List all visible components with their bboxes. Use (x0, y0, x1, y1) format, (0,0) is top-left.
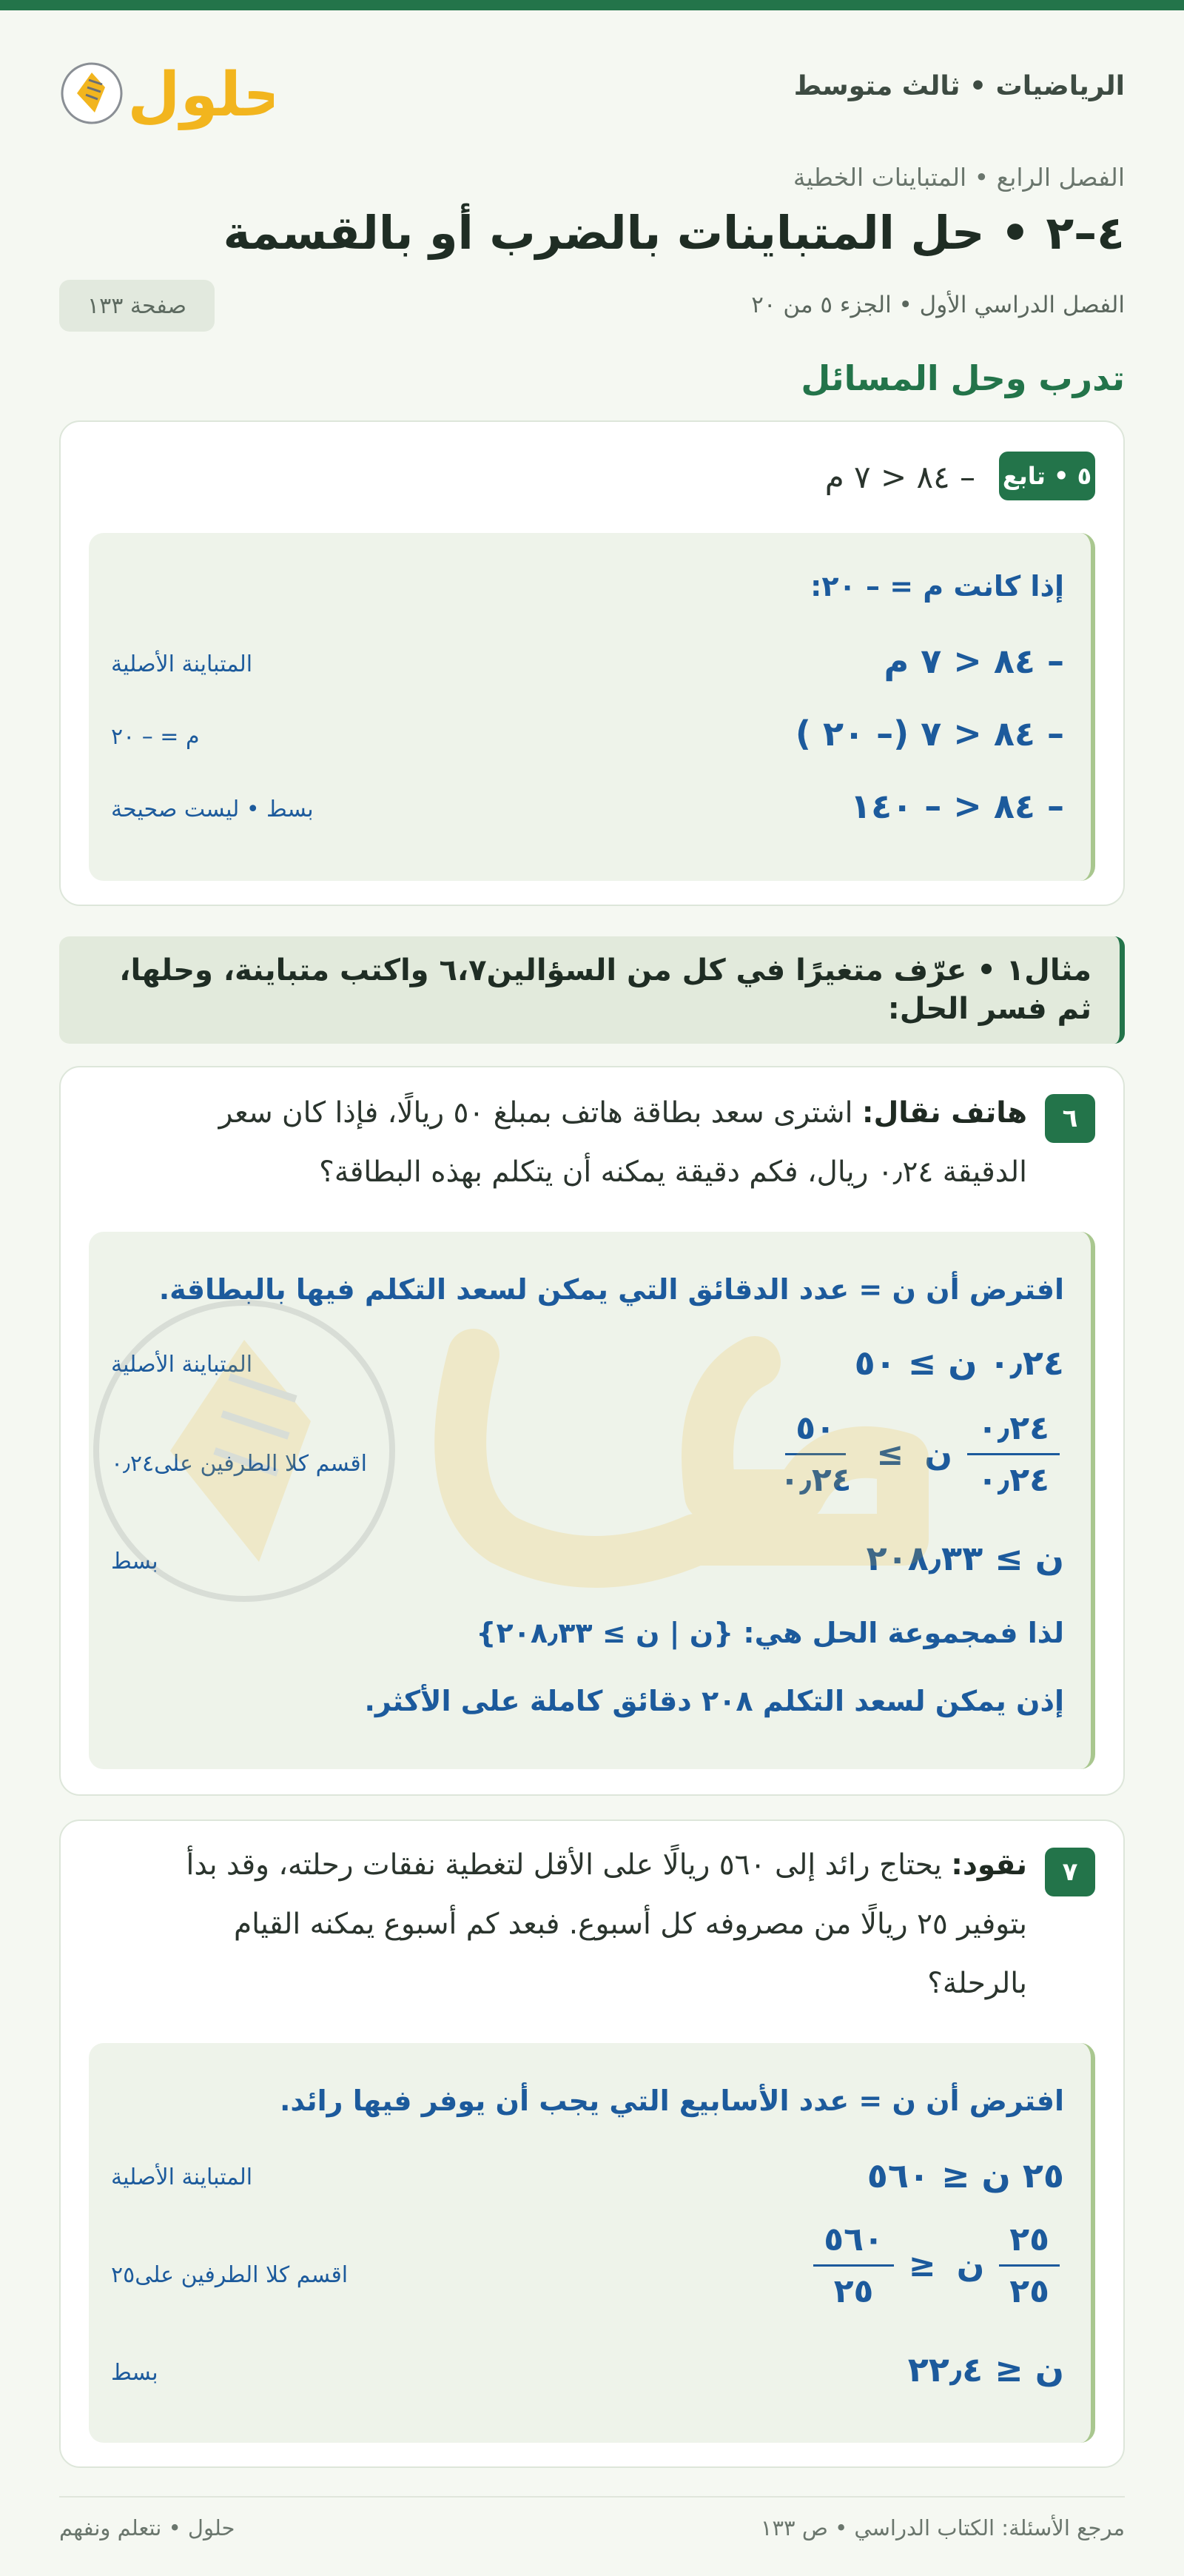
question-line-2: بتوفير ٢٥ ريالًا من مصروفه كل أسبوع. فبعد كم أسبوع يمكنه القيام (234, 1908, 1027, 1941)
question-text (90, 1836, 1027, 2013)
step-note-1: المتباينة الأصلية (111, 1352, 253, 1378)
step-note-3: بسط (111, 1549, 158, 1574)
lesson-meta: الفصل الدراسي الأول • الجزء ٥ من ٢٠ (751, 292, 1125, 318)
footer-brand: حلول • نتعلم ونفهم (59, 2515, 235, 2540)
page-number-badge: صفحة ١٣٣ (59, 280, 215, 332)
solution-step-3: – ٨٤ < – ١٤٠ (850, 786, 1064, 826)
solution-box (89, 2043, 1095, 2443)
question-badge: ٦ (1045, 1094, 1095, 1143)
solution-step-3: ن ≥ ٢٠٨٫٣٣ (866, 1538, 1064, 1578)
question-line-1: يحتاج رائد إلى ٥٦٠ ريالًا على الأقل لتغطية نفقات رحلته، وقد بدأ (186, 1848, 942, 1882)
question-title: هاتف نقال: (861, 1096, 1027, 1130)
step-note-3: بسط • ليست صحيحة (111, 796, 314, 822)
chapter-label: الفصل الرابع • المتباينات الخطية (793, 163, 1125, 192)
solution-intro: افترض أن ن = عدد الدقائق التي يمكن لسعد التكلم فيها بالبطاقة. (158, 1273, 1064, 1306)
question-card-5 (59, 420, 1125, 906)
variable: ن (956, 2247, 985, 2284)
section-title: تدرب وحل المسائل (801, 358, 1125, 398)
example-banner (59, 936, 1125, 1044)
question-card-6 (59, 1066, 1125, 1796)
step-note-1: المتباينة الأصلية (111, 2164, 253, 2190)
question-title: نقود: (951, 1848, 1027, 1882)
example-text: مثال١ • عرّف متغيرًا في كل من السؤالين٦،٧ واكتب متباينة، وحلها، ثم فسر الحل: (119, 953, 1092, 1026)
question-line-2: الدقيقة ٠٫٢٤ ريال، فكم دقيقة يمكنه أن يتكلم بهذه البطاقة؟ (319, 1155, 1027, 1189)
fraction-right: $\frac{٥٦٠}{٢٥}$ (813, 2221, 894, 2310)
question-badge: ٥ • تابع (999, 452, 1095, 500)
solution-step-1: ٠٫٢٤ ن ≥ ٥٠ (854, 1343, 1064, 1383)
page-header (59, 44, 1125, 133)
solution-step-3: ن ≤ ٢٢٫٤ (907, 2349, 1064, 2389)
step-note-1: المتباينة الأصلية (111, 651, 253, 677)
solution-box (89, 533, 1095, 881)
step-note-3: بسط (111, 2360, 158, 2386)
question-badge: ٧ (1045, 1848, 1095, 1896)
fraction-right: $\frac{٥٠}{٠٫٢٤}$ (779, 1409, 852, 1499)
question-line-3: بالرحلة؟ (927, 1967, 1027, 2000)
solution-step-2: – ٨٤ < ٧ (– ٢٠ ) (795, 714, 1064, 754)
question-text: – ٨٤ < ٧ م (824, 459, 975, 495)
question-text (90, 1084, 1027, 1202)
solution-intro: افترض أن ن = عدد الأسابيع التي يجب أن يوفر فيها رائد. (279, 2084, 1064, 2117)
solution-step-1: ٢٥ ن ≤ ٥٦٠ (867, 2156, 1064, 2196)
solution-conclusion: إذن يمكن لسعد التكلم ٢٠٨ دقائق كاملة على الأكثر. (364, 1685, 1064, 1717)
footer-divider (59, 2496, 1125, 2498)
question-card-7 (59, 1819, 1125, 2468)
top-accent-bar (0, 0, 1184, 10)
solution-box (89, 1232, 1095, 1769)
inequality-sign: ≥ (876, 1435, 904, 1473)
fraction-left: $\frac{٢٥}{٢٥}$ (999, 2221, 1060, 2310)
fraction-left: $\frac{٠٫٢٤}{٠٫٢٤}$ (967, 1409, 1060, 1499)
inequality-sign: ≤ (908, 2247, 936, 2284)
solution-step-2 (765, 1409, 1064, 1499)
subject-label: الرياضيات • ثالث متوسط (793, 71, 1125, 101)
hulul-logo[interactable] (59, 50, 274, 132)
solution-step-2 (809, 2221, 1064, 2310)
solution-step-1: – ٨٤ < ٧ م (884, 641, 1064, 681)
step-note-2: اقسم كلا الطرفين على٠٫٢٤ (111, 1451, 367, 1477)
solution-set: لذا فمجموعة الحل هي: {ن | ن ≥ ٢٠٨٫٣٣} (476, 1617, 1064, 1649)
variable: ن (924, 1435, 952, 1473)
solution-intro: إذا كانت م = – ٢٠: (810, 570, 1064, 603)
footer-source: مرجع الأسئلة: الكتاب الدراسي • ص ١٣٣ (760, 2515, 1125, 2540)
step-note-2: اقسم كلا الطرفين على٢٥ (111, 2262, 349, 2288)
lesson-title: ٤–٢ • حل المتباينات بالضرب أو بالقسمة (223, 206, 1125, 260)
logo-wordmark: حلول (127, 60, 274, 130)
step-note-2: م = – ٢٠ (111, 724, 200, 750)
question-line-1: اشترى سعد بطاقة هاتف بمبلغ ٥٠ ريالًا، فإذا كان سعر (218, 1096, 853, 1130)
